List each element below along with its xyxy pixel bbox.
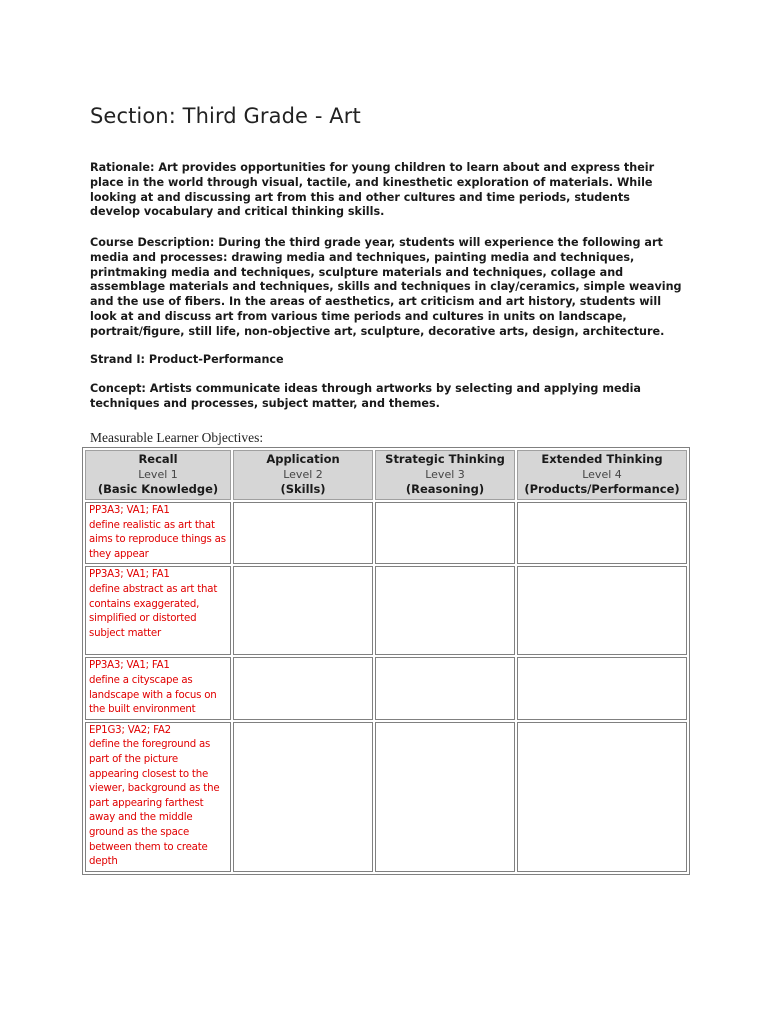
header-title: Extended Thinking (541, 452, 663, 466)
strand-heading: Strand I: Product-Performance (90, 353, 284, 366)
strategic-cell (375, 502, 515, 564)
strategic-cell (375, 722, 515, 872)
header-title: Recall (138, 452, 178, 466)
header-sub: (Reasoning) (405, 482, 485, 496)
section-title: Section: Third Grade - Art (90, 104, 361, 128)
objective-text: define abstract as art that contains exaggerated, simplified or distorted subject matter (89, 583, 218, 639)
header-application (233, 450, 373, 500)
header-title: Strategic Thinking (385, 452, 505, 466)
header-sub: (Products/Performance) (524, 482, 680, 496)
header-level: Level 1 (138, 468, 178, 481)
strategic-cell (375, 657, 515, 719)
application-cell (233, 657, 373, 719)
application-cell (233, 502, 373, 564)
header-extended-thinking (517, 450, 687, 500)
recall-cell (85, 566, 231, 655)
header-level: Level 2 (283, 468, 323, 481)
application-cell (233, 722, 373, 872)
recall-cell (85, 722, 231, 872)
extended-cell (517, 566, 687, 655)
table-row (85, 502, 687, 564)
extended-cell (517, 502, 687, 564)
application-cell (233, 566, 373, 655)
objectives-label: Measurable Learner Objectives: (90, 430, 264, 445)
rationale-paragraph: Rationale: Art provides opportunities for young children to learn about and express their place in the world through visual, tactile, and kinesthetic exploration of materials. While looking at and discussing art from this and other cultures and time periods, students develop vocabulary and critical thinking skills. (90, 161, 655, 219)
standard-code: PP3A3; VA1; FA1 (89, 569, 170, 581)
extended-cell (517, 722, 687, 872)
standard-code: PP3A3; VA1; FA1 (89, 660, 170, 672)
standard-code: PP3A3; VA1; FA1 (89, 505, 170, 516)
table-row (85, 657, 687, 719)
objective-text: define the foreground as part of the picture appearing closest to the viewer, background as the part appearing farthest away and the middle ground as the space between them to create depth (89, 739, 220, 868)
header-recall (85, 450, 231, 500)
objective-text: define a cityscape as landscape with a focus on the built environment (89, 674, 217, 716)
strategic-cell (375, 566, 515, 655)
recall-cell (85, 657, 231, 719)
header-sub: (Basic Knowledge) (97, 482, 219, 496)
objective-text: define realistic as art that aims to reproduce things as they appear (89, 519, 226, 560)
standard-code: EP1G3; VA2; FA2 (89, 724, 171, 736)
header-title: Application (266, 452, 340, 466)
course-description-paragraph: Course Description: During the third grade year, students will experience the following art media and processes: drawing media and techniques, painting media and techniques, printmaking media and techniques, sculpture materials and techniques, collage and assemblage materials and techniques, skills and techniques in clay/ceramics, simple weaving and the use of fibers. In the areas of aesthetics, art criticism and art history, students will look at and discuss art from various time periods and cultures in units on landscape, portrait/figure, still life, non-objective art, sculpture, decorative arts, design, architecture. (90, 236, 682, 338)
table-row (85, 566, 687, 655)
recall-cell (85, 502, 231, 564)
header-strategic-thinking (375, 450, 515, 500)
header-level: Level 3 (425, 468, 465, 481)
concept-paragraph: Concept: Artists communicate ideas through artworks by selecting and applying media techniques and processes, subject matter, and themes. (90, 382, 641, 410)
table-row (85, 722, 687, 872)
header-level: Level 4 (582, 468, 622, 481)
objectives-table (82, 447, 690, 875)
extended-cell (517, 657, 687, 719)
header-sub: (Skills) (280, 482, 326, 496)
